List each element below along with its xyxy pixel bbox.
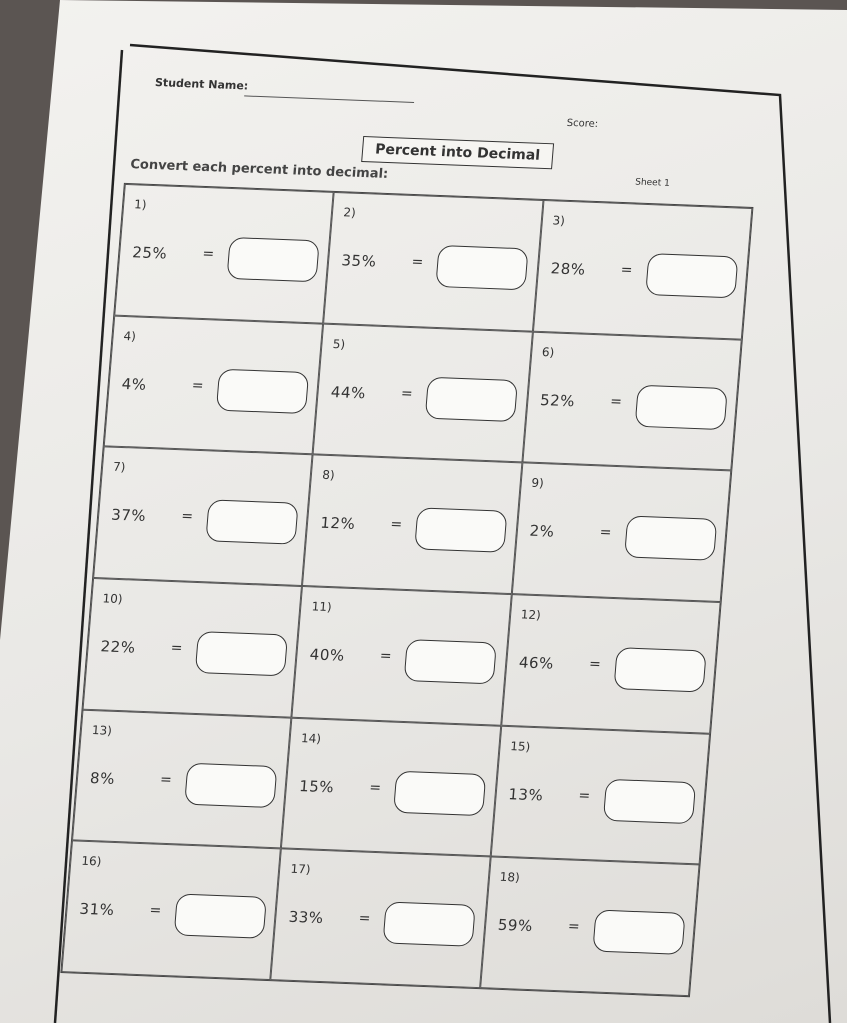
equals-sign: = [577,787,591,804]
problem-cell [302,455,522,594]
equals-sign: = [567,918,581,936]
percent-value: 33% [287,908,325,928]
percent-value: 40% [309,645,346,665]
problem-cell [533,200,753,339]
answer-box[interactable] [436,245,529,290]
score-label: Score: [566,117,599,131]
equals-sign: = [400,385,414,402]
equals-sign: = [358,910,372,928]
problem-grid [60,183,753,997]
problem-number: 10) [101,591,124,607]
problem-cell [480,857,700,996]
problem-cell [83,578,303,717]
problem-number: 5) [332,336,346,352]
equals-sign: = [389,516,403,534]
worksheet [55,45,780,1008]
answer-box[interactable] [174,894,267,939]
equals-sign: = [379,648,393,665]
equals-sign: = [191,377,205,394]
problem-cell [490,725,710,864]
percent-value: 13% [507,784,544,805]
problem-cell [114,184,334,323]
percent-value: 28% [549,259,587,279]
problem-cell [522,331,742,470]
problem-number: 2) [342,205,357,220]
answer-box[interactable] [425,376,518,421]
percent-value: 15% [298,776,335,797]
problem-cell [281,717,501,856]
problem-number: 17) [289,862,312,877]
worksheet-title: Percent into Decimal [361,136,554,169]
answer-box[interactable] [216,368,309,413]
equals-sign: = [170,640,184,657]
equals-sign: = [410,253,424,271]
percent-value: 31% [78,900,116,920]
answer-box[interactable] [383,902,476,947]
percent-value: 35% [340,251,378,271]
answer-box[interactable] [226,237,319,282]
equals-sign: = [588,656,602,673]
equals-sign: = [201,245,215,263]
student-name-field[interactable] [244,95,414,103]
answer-box[interactable] [195,631,288,676]
problem-cell [93,447,313,586]
answer-box[interactable] [184,762,277,807]
problem-number: 6) [541,344,555,360]
instructions: Convert each percent into decimal: [129,157,389,182]
percent-value: 8% [89,768,116,788]
percent-value: 46% [518,653,555,673]
problem-cell [72,709,292,848]
answer-box[interactable] [624,516,717,561]
problem-cell [501,594,721,733]
equals-sign: = [159,771,173,788]
percent-value: 2% [528,522,556,541]
percent-value: 52% [539,390,576,410]
problem-number: 4) [123,328,137,344]
answer-box[interactable] [634,384,727,429]
percent-value: 12% [319,514,356,534]
problem-number: 1) [133,197,148,212]
answer-box[interactable] [404,639,497,684]
problem-cell [313,323,533,462]
problem-number: 16) [80,854,102,869]
percent-value: 37% [110,505,147,526]
problem-cell [61,841,281,980]
problem-number: 7) [112,460,126,475]
equals-sign: = [180,508,194,526]
equals-sign: = [609,393,623,410]
problem-number: 3) [552,213,566,228]
answer-box[interactable] [613,647,706,692]
problem-number: 8) [321,468,336,483]
answer-box[interactable] [592,910,685,955]
answer-box[interactable] [205,500,298,545]
problem-number: 15) [509,738,531,754]
sheet-label: Sheet 1 [634,177,671,189]
problem-number: 12) [520,607,542,623]
percent-value: 59% [497,916,534,936]
equals-sign: = [620,262,634,279]
percent-value: 22% [99,637,137,657]
problem-number: 13) [91,722,113,738]
problem-number: 11) [311,599,333,615]
problem-number: 9) [530,476,545,491]
problem-number: 18) [499,870,521,885]
problem-cell [511,463,731,602]
answer-box[interactable] [393,770,486,815]
problem-cell [292,586,512,725]
problem-cell [323,192,543,331]
equals-sign: = [368,779,382,796]
percent-value: 25% [131,243,168,263]
percent-value: 4% [121,374,148,394]
answer-box[interactable] [414,508,507,553]
problem-cell [271,849,491,988]
percent-value: 44% [330,382,367,402]
answer-box[interactable] [645,253,738,298]
problem-number: 14) [300,730,322,746]
equals-sign: = [598,524,612,542]
answer-box[interactable] [603,778,696,823]
equals-sign: = [148,902,162,920]
problem-cell [104,315,324,454]
student-name-label: Student Name: [154,76,249,93]
